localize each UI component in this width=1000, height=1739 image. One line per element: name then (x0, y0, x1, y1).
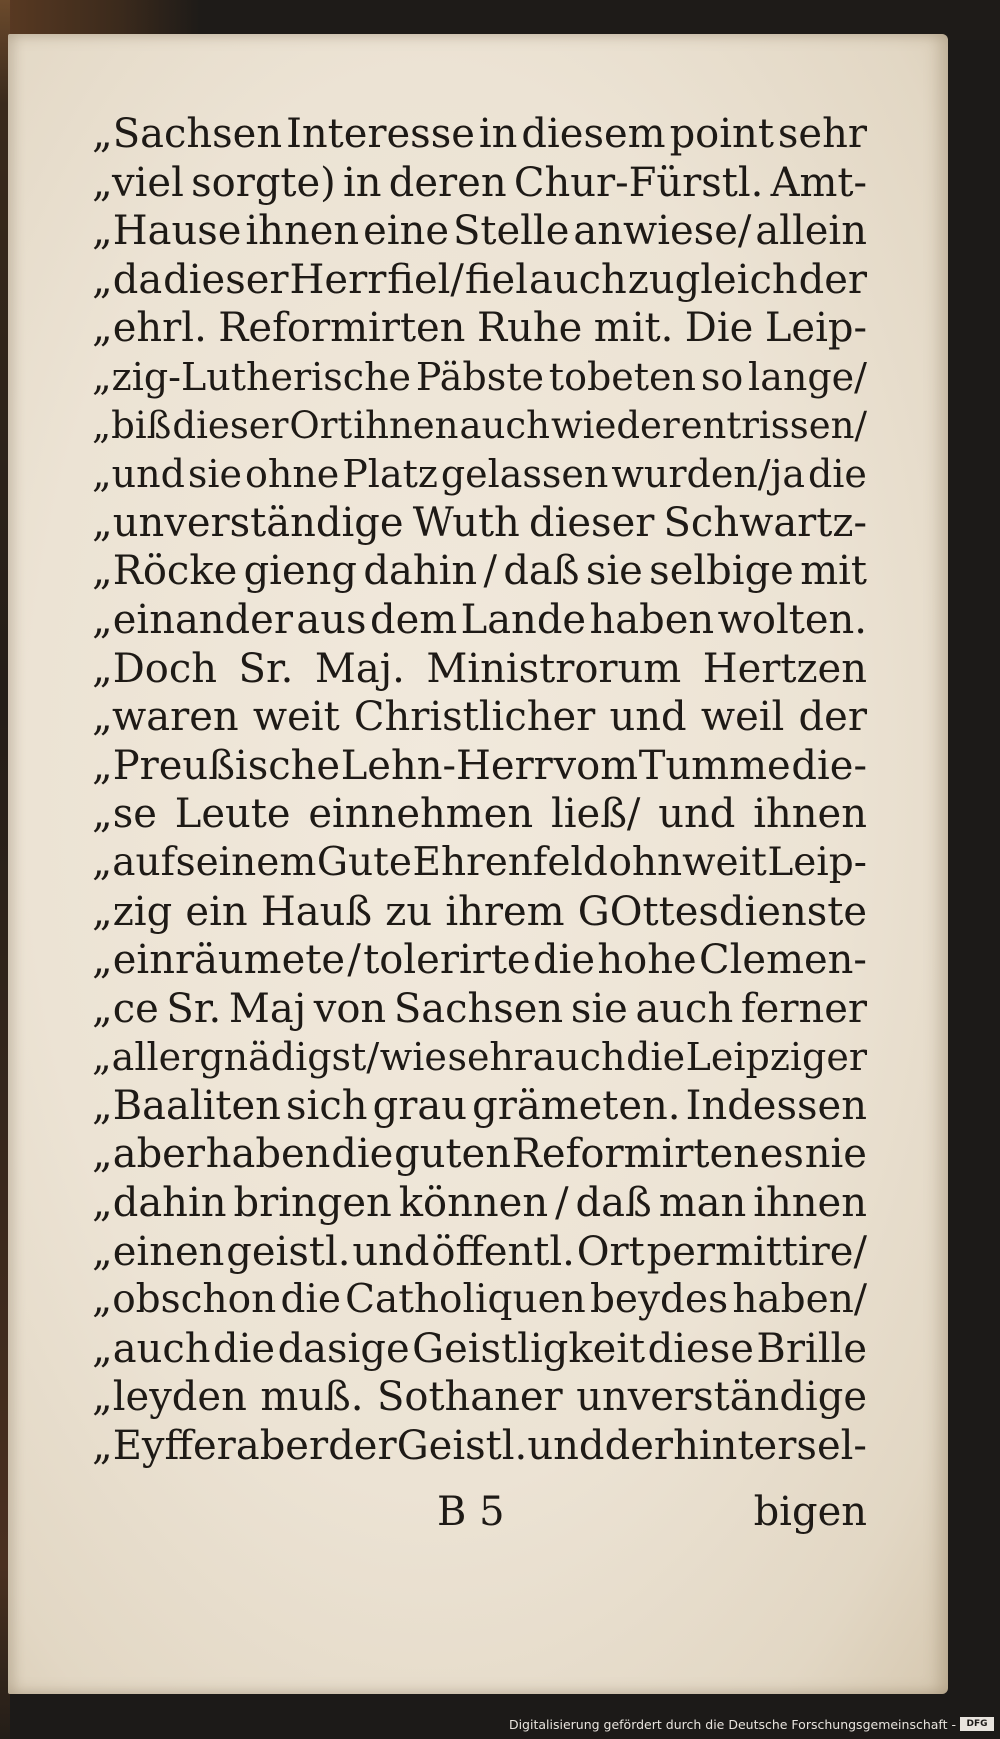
text-word: ließ/ (550, 791, 641, 838)
text-word: Ministrorum (426, 645, 682, 692)
text-word: sel- (796, 1423, 867, 1470)
text-line (92, 596, 867, 645)
text-word: nie (804, 1131, 867, 1178)
text-word: der (604, 1423, 674, 1470)
text-word: „ehrl. (92, 305, 207, 352)
text-word: Maj. (314, 645, 405, 692)
text-word: Lehn-Herr (340, 742, 553, 789)
text-word: auch (529, 256, 627, 303)
text-word: „Baaliten (92, 1082, 281, 1129)
text-word: und (658, 791, 736, 838)
text-line (92, 645, 867, 694)
text-word: „Doch (92, 645, 218, 692)
text-word: „Röcke (92, 548, 238, 595)
text-word: Wuth (412, 499, 520, 546)
text-word: Die (684, 305, 754, 352)
text-word: „viel (92, 159, 184, 206)
text-word: daß (575, 1180, 652, 1227)
text-word: sorgte) (191, 159, 336, 206)
text-word: sie (585, 548, 643, 595)
text-word: ein (185, 888, 248, 935)
text-word: selbige (649, 548, 794, 595)
text-word: Clemen- (699, 937, 867, 984)
text-word: tobeten (548, 354, 696, 399)
text-word: gelassen (440, 452, 609, 497)
text-word: Stelle (452, 208, 570, 255)
text-word: „Hause (92, 208, 242, 255)
text-word: Sothaner (376, 1374, 563, 1421)
text-word: die (807, 452, 867, 497)
text-word: aber (235, 1423, 329, 1470)
text-line (92, 888, 867, 937)
text-word: Platz (342, 452, 438, 497)
text-word: hohe (597, 937, 697, 984)
text-word: „obschon (92, 1277, 277, 1323)
text-word: die (331, 1131, 394, 1178)
text-word: / (347, 937, 361, 984)
text-word: wieder (550, 403, 680, 447)
text-line (92, 499, 867, 548)
credit-text: Digitalisierung gefördert durch die Deutsche Forschungsgemeinschaft - (508, 1716, 956, 1732)
text-word: dem (369, 596, 458, 643)
text-word: weit (252, 694, 340, 741)
text-word: es (759, 1131, 804, 1178)
text-word: die (532, 937, 596, 984)
text-word: „einräumete (92, 937, 346, 984)
text-word: GOttesdienste (577, 888, 867, 935)
text-word: die (280, 1277, 341, 1323)
text-word: point (669, 111, 774, 157)
text-word: man (658, 1180, 747, 1227)
text-word: Leipziger (685, 1035, 867, 1080)
text-word: Schwartz- (663, 499, 867, 546)
text-word: Ort (289, 403, 353, 447)
text-line (92, 790, 867, 839)
text-word: haben (205, 1131, 331, 1178)
text-word: hinter (673, 1423, 797, 1470)
text-line (92, 547, 867, 596)
text-word: dieser (172, 403, 289, 447)
text-word: dieser (163, 256, 289, 303)
text-word: Chur-Fürstl. (513, 159, 764, 206)
text-word: Reformirten (511, 1131, 759, 1178)
text-word: und (609, 694, 687, 741)
text-word: und (352, 1228, 430, 1275)
text-word: „leyden (92, 1374, 247, 1421)
text-word: gieng (243, 548, 358, 595)
text-word: sie (187, 452, 243, 497)
text-word: von (313, 985, 387, 1032)
text-word: der (798, 256, 867, 303)
text-word: ihnen (353, 403, 459, 447)
text-word: ferner (740, 985, 867, 1032)
text-word: dahin (363, 548, 478, 595)
text-word: Maj (228, 985, 307, 1032)
text-word: grau (372, 1082, 467, 1129)
text-word: permittire/ (646, 1228, 867, 1275)
text-word: Interesse (286, 111, 475, 157)
text-word: muß. (260, 1374, 364, 1421)
text-word: die- (791, 742, 867, 789)
text-word: „waren (92, 694, 239, 741)
text-word: Gute (316, 839, 412, 885)
text-word: Leip- (767, 839, 867, 885)
text-line (92, 402, 867, 451)
text-word: die (626, 1035, 686, 1080)
text-line (92, 1325, 867, 1374)
text-line (92, 1130, 867, 1179)
text-word: seinem (175, 839, 317, 885)
text-word: sich (286, 1082, 368, 1129)
text-word: „se (92, 791, 157, 838)
text-word: der (798, 694, 867, 741)
text-word: dasige (277, 1325, 410, 1372)
text-word: Leip- (764, 305, 867, 352)
text-word: Reformirten (218, 305, 466, 352)
text-word: guten (394, 1131, 511, 1178)
text-word: auch (532, 1035, 626, 1080)
text-word: / (555, 1180, 569, 1227)
text-word: diesem (521, 111, 666, 157)
text-word: ihrem (445, 888, 565, 935)
text-word: Christlicher (353, 694, 596, 741)
text-word: beydes (589, 1277, 729, 1323)
text-word: und (527, 1423, 605, 1470)
text-line (92, 839, 867, 888)
text-word: diese (647, 1325, 754, 1372)
text-word: können (398, 1180, 549, 1227)
text-word: Indessen (685, 1082, 867, 1129)
text-word: „einen (92, 1228, 225, 1275)
signature-mark: B 5 (437, 1489, 505, 1535)
text-word: eine (363, 208, 450, 255)
catchword: bigen (753, 1489, 867, 1535)
text-line (92, 353, 867, 402)
text-word: Sachsen (393, 985, 564, 1032)
text-word: sie (570, 985, 628, 1032)
text-word: ohnweit (608, 839, 767, 885)
text-word: fiel/ (387, 256, 464, 303)
text-word: Ruhe (476, 305, 583, 352)
text-word: deren (388, 159, 507, 206)
text-word: „allergnädigst/ (92, 1035, 380, 1080)
text-word: Hauß (260, 888, 373, 935)
text-word: wie (379, 1035, 447, 1080)
text-word: wurden/ja (611, 452, 806, 497)
text-word: anwiese/ (573, 208, 752, 255)
text-word: haben (589, 596, 715, 643)
text-line (92, 159, 867, 208)
text-word: „zig-Lutherische (92, 354, 412, 399)
text-word: Catholiquen (345, 1277, 586, 1323)
text-word: Tumme (638, 742, 791, 789)
text-word: „aber (92, 1131, 205, 1178)
text-word: öffentl. (431, 1228, 575, 1275)
text-line (92, 1228, 867, 1277)
text-word: unverständige (576, 1374, 867, 1421)
text-word: der (328, 1423, 397, 1470)
text-word: „unverständige (92, 499, 404, 546)
text-word: einnehmen (308, 791, 534, 838)
text-word: zu (385, 888, 433, 935)
text-line (92, 256, 867, 305)
text-word: so (700, 354, 744, 399)
text-word: Leute (174, 791, 291, 838)
text-word: Herr (289, 256, 387, 303)
text-word: „ce (92, 985, 159, 1032)
text-word: auch (459, 403, 550, 447)
text-word: haben/ (732, 1277, 867, 1323)
text-line (92, 1179, 867, 1228)
text-word: fiel (464, 256, 529, 303)
text-line (92, 1033, 867, 1082)
text-word: mit (800, 548, 867, 595)
text-word: „dahin (92, 1180, 227, 1227)
text-word: auch (635, 985, 734, 1032)
text-word: „auf (92, 839, 176, 885)
text-word: Amt- (770, 159, 867, 206)
text-word: geistl. (226, 1228, 351, 1275)
page-text (92, 110, 867, 1471)
text-word: allein (755, 208, 867, 255)
text-line (92, 985, 867, 1034)
text-word: mit. (593, 305, 674, 352)
text-word: / (483, 548, 497, 595)
dfg-logo-icon: DFG (960, 1717, 994, 1731)
text-word: Hertzen (702, 645, 867, 692)
text-word: „auch (92, 1325, 211, 1372)
text-word: Lande (460, 596, 587, 643)
text-word: „einander (92, 596, 293, 643)
text-word: sehr (447, 1035, 533, 1080)
text-line (92, 1373, 867, 1422)
text-line (92, 693, 867, 742)
text-word: Sr. (166, 985, 222, 1032)
text-word: sehr (777, 111, 867, 157)
text-word: Sr. (238, 645, 294, 692)
text-word: aus (296, 596, 367, 643)
text-word: in (478, 111, 518, 157)
text-word: Päbste (415, 354, 544, 399)
text-word: „Eyffer (92, 1423, 236, 1470)
text-word: zugleich (627, 256, 798, 303)
text-word: tolerirte (363, 937, 531, 984)
text-line (92, 207, 867, 256)
text-word: entrissen/ (680, 403, 867, 447)
text-word: „biß (92, 403, 172, 447)
text-word: Geistl. (396, 1423, 528, 1470)
text-word: die (213, 1325, 276, 1372)
text-line (92, 742, 867, 791)
text-line (92, 450, 867, 499)
text-word: Ehrenfeld (412, 839, 608, 885)
text-word: ihnen (753, 1180, 867, 1227)
page-footer (92, 1486, 867, 1538)
text-word: „da (92, 256, 163, 303)
text-word: „zig (92, 888, 173, 935)
text-word: „Sachsen (92, 111, 283, 157)
text-word: „und (92, 452, 185, 497)
text-line (92, 110, 867, 159)
text-word: Ort (576, 1228, 645, 1275)
text-word: ihnen (245, 208, 360, 255)
text-line (92, 1276, 867, 1325)
text-line (92, 304, 867, 353)
digitization-credit (509, 1713, 994, 1735)
text-word: Geistligkeit (412, 1325, 646, 1372)
text-word: in (343, 159, 382, 206)
text-line (92, 1422, 867, 1471)
text-word: „Preußische (92, 742, 341, 789)
text-word: daß (503, 548, 580, 595)
text-word: Brille (756, 1325, 867, 1372)
text-word: weil (700, 694, 785, 741)
text-word: dieser (528, 499, 655, 546)
text-line (92, 936, 867, 985)
text-word: grämeten. (472, 1082, 681, 1129)
text-word: ohne (244, 452, 340, 497)
text-word: wolten. (717, 596, 867, 643)
text-word: lange/ (748, 354, 867, 399)
text-word: vom (553, 742, 639, 789)
text-word: ihnen (753, 791, 867, 838)
text-line (92, 1082, 867, 1131)
text-word: bringen (233, 1180, 392, 1227)
